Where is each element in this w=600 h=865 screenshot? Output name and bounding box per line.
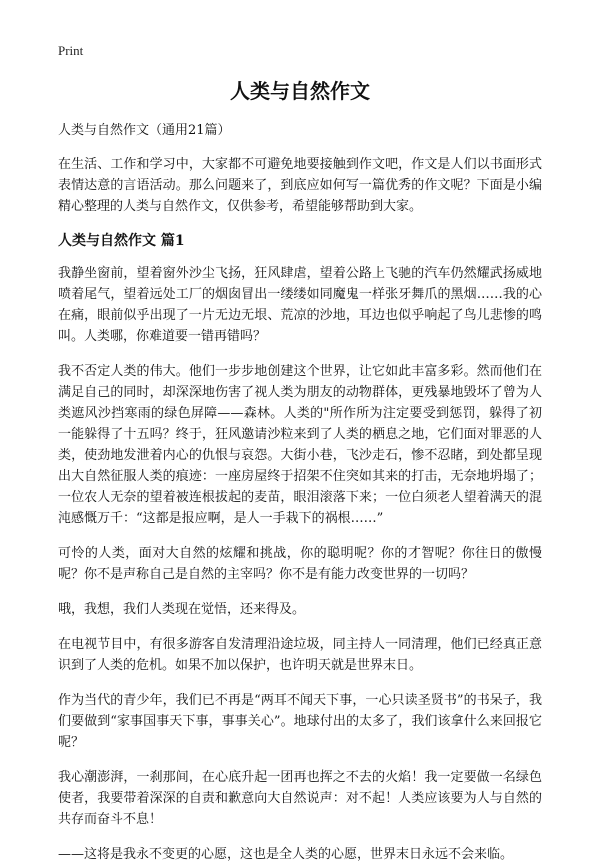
print-link[interactable]: Print (58, 43, 84, 58)
body-paragraph-3: 可怜的人类，面对大自然的炫耀和挑战，你的聪明呢？你的才智呢？你往日的傲慢呢？你不是声称自己是自然的主宰吗？你不是有能力改变世界的一切吗？ (58, 546, 542, 582)
document-subtitle: 人类与自然作文（通用21篇） (58, 123, 231, 138)
body-paragraph-1: 我静坐窗前，望着窗外沙尘飞扬，狂风肆虐，望着公路上飞驰的汽车仍然耀武扬威地喷着尾气，望着远处工厂的烟囱冒出一缕缕如同魔鬼一样张牙舞爪的黑烟……我的心在痛，眼前似乎出现了一片无边无垠、荒凉的沙地，耳边也似乎响起了鸟儿悲惨的鸣叫。人类哪，你难道要一错再错吗？ (58, 266, 542, 344)
intro-paragraph: 在生活、工作和学习中，大家都不可避免地要接触到作文吧，作文是人们以书面形式表情达意的言语活动。那么问题来了，到底应如何写一篇优秀的作文呢？下面是小编精心整理的人类与自然作文，仅供参考，希望能够帮助到大家。 (58, 157, 542, 214)
body-paragraph-6: 作为当代的青少年，我们已不再是“两耳不闻天下事，一心只读圣贤书”的书呆子，我们要做到“家事国事天下事，事事关心”。地球付出的太多了，我们该拿什么来回报它呢？ (58, 693, 542, 750)
section-heading: 人类与自然作文 篇1 (58, 233, 185, 249)
body-paragraph-5: 在电视节目中，有很多游客自发清理沿途垃圾，同主持人一同清理，他们已经真正意识到了人类的危机。如果不加以保护，也许明天就是世界末日。 (58, 637, 542, 673)
body-paragraph-7: 我心潮澎湃，一刹那间，在心底升起一团再也挥之不去的火焰！我一定要做一名绿色使者，我要带着深深的自责和歉意向大自然说声：对不起！人类应该要为人与自然的共存而奋斗不息！ (58, 770, 542, 827)
page-title: 人类与自然作文 (230, 79, 370, 103)
body-paragraph-2: 我不否定人类的伟大。他们一步步地创建这个世界，让它如此丰富多彩。然而他们在满足自己的同时，却深深地伤害了视人类为朋友的动物群体，更残暴地毁坏了曾为人类遮风沙挡寒雨的绿色屏障——森林。人类的"所作所为注定要受到惩罚，躲得了初一能躲得了十五吗？终于，狂风邀请沙粒来到了人类的栖息之地，它们面对罪恶的人类，使劲地发泄着内心的仇恨与哀怨。大街小巷，飞沙走石，惨不忍睹，到处都呈现出大自然征服人类的痕迹：一座房屋终于招架不住突如其来的打击，无奈地坍塌了；一位农人无奈的望着被连根拔起的麦苗，眼泪滚落下来；一位白须老人望着满天的混沌感慨万千：“这都是报应啊，是人一手栽下的祸根……” (58, 364, 542, 526)
body-paragraph-4: 哦，我想，我们人类现在觉悟，还来得及。 (58, 602, 306, 617)
body-paragraph-8: ——这将是我永不变更的心愿，这也是全人类的心愿，世界末日永远不会来临。 (58, 847, 514, 862)
